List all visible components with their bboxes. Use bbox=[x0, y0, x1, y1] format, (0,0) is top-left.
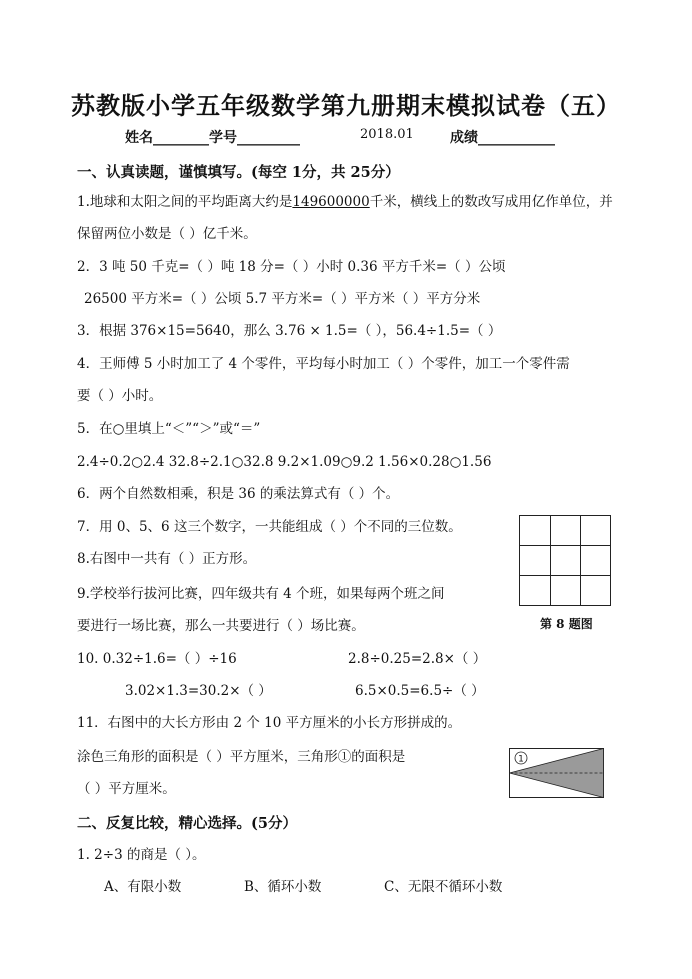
q10-line-1-left: 10. 0.32÷1.6=（ ）÷16 bbox=[77, 651, 237, 667]
exam-date: 2018.01 bbox=[360, 127, 414, 142]
grid-line bbox=[520, 545, 610, 546]
q11-rectangle-figure bbox=[509, 748, 604, 798]
s2-q1-line: 1. 2÷3 的商是（ ）。 bbox=[77, 847, 206, 863]
q2-line-2: 26500 平方米=（ ）公顷 5.7 平方米=（ ）平方米（ ）平方分米 bbox=[84, 291, 481, 307]
s2-q1-option-b: B、循环小数 bbox=[244, 879, 322, 895]
page-title: 苏教版小学五年级数学第九册期末模拟试卷（五） bbox=[71, 91, 621, 120]
q10-line-2-left: 3.02×1.3=30.2×（ ） bbox=[125, 683, 272, 699]
q11-line-1: 11．右图中的大长方形由 2 个 10 平方厘米的小长方形拼成的。 bbox=[77, 715, 462, 731]
q10-line-1-right: 2.8÷0.25=2.8×（ ） bbox=[348, 651, 487, 667]
q5-line-2: 2.4÷0.2○2.4 32.8÷2.1○32.8 9.2×1.09○9.2 1.56×0.28○1.56 bbox=[77, 454, 492, 470]
q1-text-pre: 1.地球和太阳之间的平均距离大约是 bbox=[77, 194, 293, 210]
q1-line-1 bbox=[77, 193, 613, 211]
triangle-1-number: 1 bbox=[518, 754, 524, 765]
grid-line bbox=[580, 516, 581, 605]
score-field-label: 成绩___________ bbox=[450, 130, 555, 146]
grid-line bbox=[520, 575, 610, 576]
q8-square-grid-figure bbox=[519, 515, 611, 606]
q2-line-1: 2．3 吨 50 千克=（ ）吨 18 分=（ ）小时 0.36 平方千米=（ ）公顷 bbox=[77, 259, 506, 275]
q1-line-2: 保留两位小数是（ ）亿千米。 bbox=[77, 226, 257, 242]
section-2-heading: 二、反复比较，精心选择。(5分） bbox=[77, 815, 297, 832]
s2-q1-option-c: C、无限不循环小数 bbox=[384, 879, 503, 895]
q9-line-1: 9.学校举行拔河比赛，四年级共有 4 个班，如果每两个班之间 bbox=[77, 586, 445, 602]
q1-text-post: 千米，横线上的数改写成用亿作单位，并 bbox=[369, 194, 613, 210]
q6-line: 6．两个自然数相乘，积是 36 的乘法算式有（ ）个。 bbox=[77, 486, 400, 502]
s2-q1-option-a: A、有限小数 bbox=[104, 879, 182, 895]
name-field-label: 姓名________学号_________ bbox=[125, 130, 300, 146]
q9-line-2: 要进行一场比赛，那么一共要进行（ ）场比赛。 bbox=[77, 618, 365, 634]
q8-figure-caption: 第 8 题图 bbox=[540, 617, 593, 631]
q8-line: 8.右图中一共有（ ）正方形。 bbox=[77, 551, 257, 567]
q4-line-1: 4．王师傅 5 小时加工了 4 个零件，平均每小时加工（ ）个零件，加工一个零件需 bbox=[77, 356, 570, 372]
q11-line-3: （ ）平方厘米。 bbox=[77, 781, 176, 797]
grid-line bbox=[550, 516, 551, 605]
q4-line-2: 要（ ）小时。 bbox=[77, 388, 163, 404]
q10-line-2-right: 6.5×0.5=6.5÷（ ） bbox=[355, 683, 485, 699]
section-1-heading: 一、认真读题，谨慎填写。(每空 1分，共 25分） bbox=[77, 164, 400, 181]
q1-underlined-number: 149600000 bbox=[292, 194, 370, 210]
q11-line-2: 涂色三角形的面积是（ ）平方厘米，三角形①的面积是 bbox=[77, 749, 406, 765]
q3-line: 3．根据 376×15=5640，那么 3.76 × 1.5=（ ），56.4÷1.5=（ ） bbox=[77, 323, 502, 339]
q5-line-1: 5．在○里填上“＜”“＞”或“＝” bbox=[77, 421, 261, 437]
q7-line: 7．用 0、5、6 这三个数字，一共能组成（ ）个不同的三位数。 bbox=[77, 519, 462, 535]
